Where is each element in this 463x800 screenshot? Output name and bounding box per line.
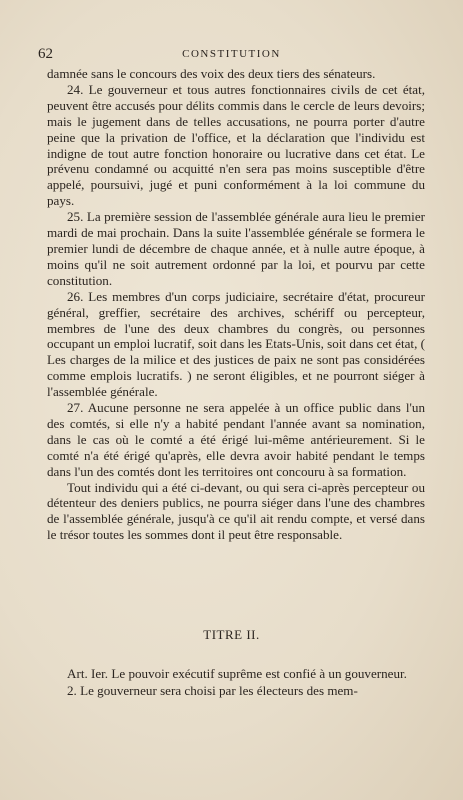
text-body — [47, 66, 425, 543]
paragraph-continuation: damnée sans le concours des voix des deux tiers des sénateurs. — [47, 66, 376, 81]
paragraph-public-funds: Tout individu qui a été ci-devant, ou qui sera ci-après percepteur ou détenteur des deniers publics, ne pourra siéger dans l'une des chambres de l'assemblée générale, jusqu'à ce qu'il ait rendu compte, et versé dans le trésor toutes les sommes dont il peut être responsable. — [47, 479, 425, 543]
paragraph-article-2: 2. Le gouverneur sera choisi par les électeurs des mem- — [67, 682, 358, 698]
section-title: TITRE II. — [203, 627, 260, 642]
paragraph-article-25: 25. La première session de l'assemblée générale aura lieu le premier mardi de mai prochain. Dans la suite l'assemblée générale se formera le premier lundi de décembre de chaque année, et à nulle autre époque, à moins qu'il ne soit autrement ordonné par la loi, et pourvu par cette constitution. — [47, 209, 425, 288]
paragraph-article-24: 24. Le gouverneur et tous autres fonctionnaires civils de cet état, peuvent être accusés pour délits commis dans le cercle de leurs devoirs; mais le jugement dans de telles accusations, ne pourra porter d'autre peine que la privation de l'office, et la déclaration que l'individu est indigne de tout autre fonction honoraire ou lucrative dans cet état. Le prévenu condamné ou acquitté n'en sera pas moins susceptible d'être appelé, poursuivi, jugé et puni conformément à la loi commune du pays. — [47, 81, 425, 209]
running-title: CONSTITUTION — [182, 48, 281, 60]
paragraph-article-26: 26. Les membres d'un corps judiciaire, secrétaire d'état, procureur général, greffier, secrétaire des archives, schériff ou percepteur, membres de l'une des deux chambres du congrès, ou personnes occupant un emploi lucratif, soit dans les Etats-Unis, soit dans cet état, ( Les charges de la milice et des justices de paix ne sont pas considérées comme emplois lucratifs. ) ne seront éligibles, et ne pourront siéger à l'assemblée générale. — [47, 288, 425, 400]
page-number: 62 — [38, 46, 53, 62]
paragraph-article-1: Art. Ier. Le pouvoir exécutif suprême est confié à un gouverneur. — [67, 666, 407, 681]
paragraph-article-27: 27. Aucune personne ne sera appelée à un office public dans l'un des comtés, si elle n'y a habité pendant l'année avant sa nomination, dans le cas où le comté a été érigé lui-même antérieurement. Si le comté n'a été érigé qu'après, elle devra avoir habité pendant le temps dans l'un des comtés dont les territoires ont concouru à sa formation. — [47, 400, 425, 479]
section-text — [47, 666, 425, 699]
